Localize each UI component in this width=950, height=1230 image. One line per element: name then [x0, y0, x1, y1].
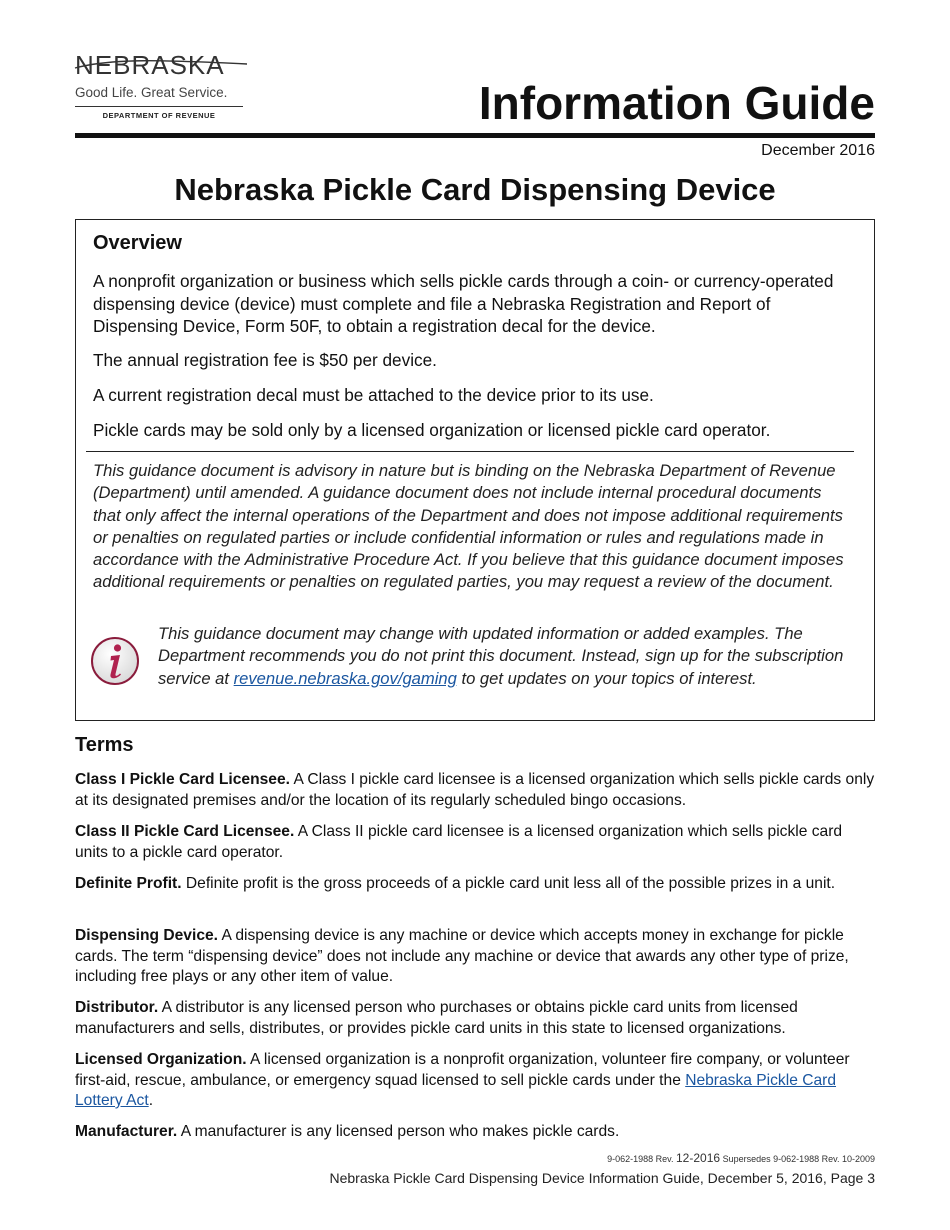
term-definition — [75, 874, 875, 895]
term-definition — [75, 770, 875, 811]
term-definition — [75, 926, 875, 988]
term-definition — [75, 1122, 875, 1143]
revision-date: 12-2016 — [676, 1151, 721, 1165]
overview-divider — [86, 451, 854, 452]
term-definition — [75, 1050, 875, 1112]
term-text-end: . — [148, 1092, 154, 1109]
logo-divider — [75, 106, 243, 107]
header-divider — [75, 133, 875, 138]
logo-tagline: Good Life. Great Service. — [75, 85, 228, 100]
logo-department: DEPARTMENT OF REVENUE — [102, 111, 216, 120]
term-text: A dispensing device is any machine or device which accepts money in exchange for pickle cards. The term “dispensing device” does not include any machine or device that awards any other type of prize, including free plays or any other item of value. — [75, 927, 849, 985]
term-name: Manufacturer. — [75, 1123, 178, 1140]
term-name: Licensed Organization. — [75, 1051, 247, 1068]
term-text: Definite profit is the gross proceeds of a pickle card unit less all of the possible prizes in a unit. — [181, 875, 836, 892]
logo-swoosh-icon — [73, 54, 249, 78]
term-name: Definite Profit. — [75, 875, 182, 892]
overview-heading: Overview — [93, 232, 182, 254]
publication-date: December 2016 — [761, 142, 875, 159]
subscription-notice-text-end: to get updates on your topics of interest. — [456, 668, 757, 688]
term-text: A manufacturer is any licensed person who makes pickle cards. — [177, 1123, 620, 1140]
pickle-card-lottery-act-link[interactable]: Nebraska Pickle Card Lottery Act — [75, 1071, 837, 1109]
overview-box — [75, 219, 875, 721]
subscription-notice — [158, 623, 863, 690]
guidance-disclaimer: This guidance document is advisory in nature but is binding on the Nebraska Department of Revenue (Department) until amended. A guidance document does not include internal procedural documents that only affect the internal operations of the Department and does not impose additional requirements or penalties on regulated parties or include confidential information or rules and regulations made in accordance with the Administrative Procedure Act. If you believe that this guidance document imposes additional requirements or penalties on regulated parties, you may request a review of the document. — [93, 461, 844, 592]
term-definition — [75, 998, 875, 1039]
page-header — [75, 50, 875, 140]
form-number: 9-062-1988 Rev. — [607, 1154, 674, 1164]
logo-wordmark — [75, 50, 225, 80]
term-text: A distributor is any licensed person who purchases or obtains pickle card units from licensed manufacturers and sells, distributes, or provides pickle card units in this state to licensed organizations. — [75, 999, 798, 1037]
term-text: A licensed organization is a nonprofit organization, volunteer fire company, or volunteer first-aid, rescue, ambulance, or emergency squad licensed to sell pickle cards under the — [75, 1051, 850, 1089]
term-name: Class II Pickle Card Licensee. — [75, 823, 295, 840]
term-definition — [75, 822, 875, 863]
term-name: Dispensing Device. — [75, 927, 218, 944]
page-footer: Nebraska Pickle Card Dispensing Device Information Guide, December 5, 2016, Page 3 — [329, 1170, 875, 1186]
overview-paragraph: The annual registration fee is $50 per device. — [93, 350, 437, 370]
overview-paragraph: Pickle cards may be sold only by a licensed organization or licensed pickle card operator. — [93, 420, 771, 440]
supersedes-note: Supersedes 9-062-1988 Rev. 10-2009 — [722, 1154, 875, 1164]
term-name: Class I Pickle Card Licensee. — [75, 771, 290, 788]
info-icon — [90, 636, 140, 686]
overview-paragraph: A current registration decal must be attached to the device prior to its use. — [93, 385, 654, 405]
logo-word-text: NEBRASKA — [75, 50, 225, 80]
term-text: A Class II pickle card licensee is a licensed organization which sells pickle card units to a pickle card operator. — [75, 823, 843, 861]
overview-paragraph: A nonprofit organization or business which sells pickle cards through a coin- or currency-operated dispensing device (device) must complete and file a Nebraska Registration and Report of Dispensing Device, Form 50F, to obtain a registration decal for the device. — [93, 271, 834, 336]
document-title: Nebraska Pickle Card Dispensing Device — [174, 172, 776, 207]
subscription-notice-text: This guidance document may change with updated information or added examples. The Department recommends you do not print this document. Instead, sign up for the subscription service at — [158, 624, 844, 688]
form-revision — [607, 1151, 875, 1165]
nebraska-dor-logo — [75, 50, 250, 120]
terms-heading: Terms — [75, 734, 134, 756]
guide-title: Information Guide — [478, 77, 875, 129]
gaming-subscription-link[interactable]: revenue.nebraska.gov/gaming — [233, 668, 457, 688]
term-name: Distributor. — [75, 999, 159, 1016]
term-text: A Class I pickle card licensee is a licensed organization which sells pickle cards only at its designated premises and/or the location of its regularly scheduled bingo occasions. — [75, 771, 875, 809]
